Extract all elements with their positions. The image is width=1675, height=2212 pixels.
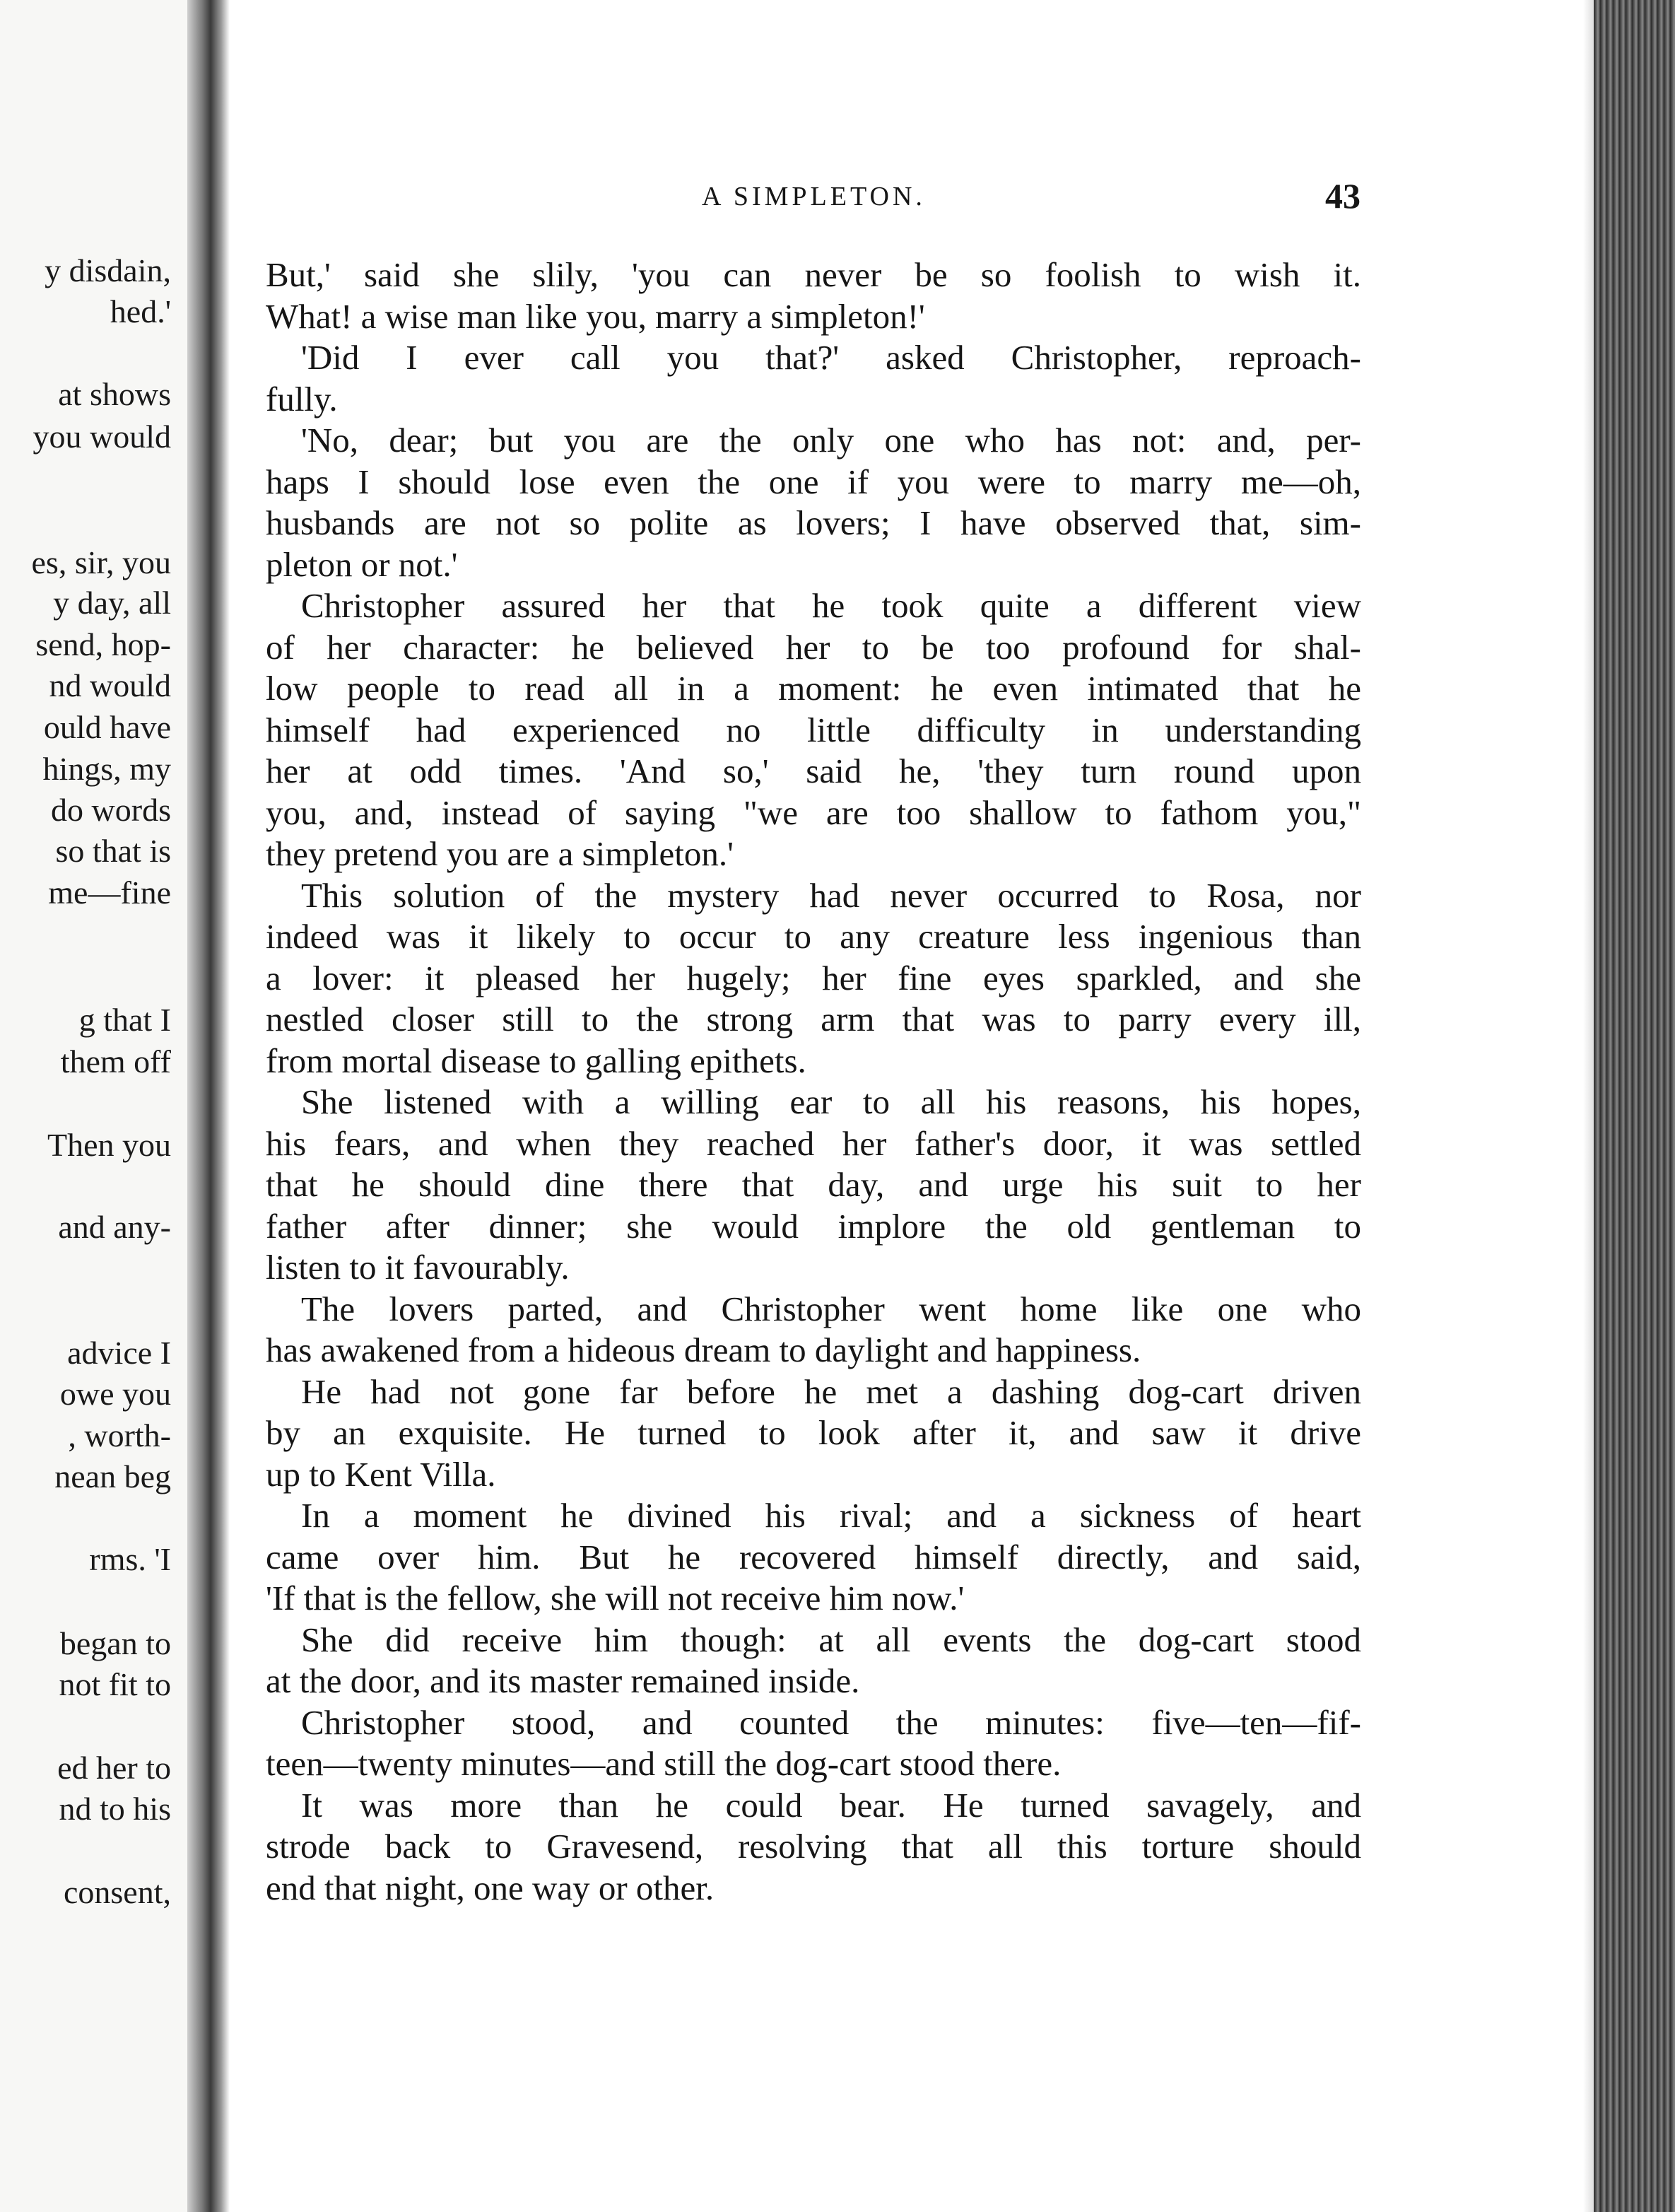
text-line: at the door, and its master remained inside. xyxy=(266,1661,860,1700)
text-line: The lovers parted, and Christopher went home like one who xyxy=(301,1289,1361,1328)
left-page-line: consent, xyxy=(63,1874,171,1910)
text-line: from mortal disease to galling epithets. xyxy=(266,1041,806,1080)
text-line: He had not gone far before he met a dashing dog-cart driven xyxy=(301,1371,1361,1411)
text-line: She listened with a willing ear to all his reasons, his hopes, xyxy=(301,1082,1361,1121)
left-page-line: not fit to xyxy=(59,1666,171,1702)
text-line: came over him. But he recovered himself directly, and said, xyxy=(266,1537,1361,1576)
left-page-line: began to xyxy=(59,1625,171,1661)
page-number: 43 xyxy=(1325,176,1360,216)
text-line: This solution of the mystery had never occurred to Rosa, nor xyxy=(301,875,1361,915)
text-line: 'Did I ever call you that?' asked Christopher, reproach- xyxy=(301,338,1361,377)
text-line: up to Kent Villa. xyxy=(266,1454,496,1494)
left-page-line: you would xyxy=(33,419,171,455)
left-page-line: them off xyxy=(60,1043,171,1079)
left-page-line: y disdain, xyxy=(45,252,171,288)
text-line: Christopher assured her that he took quite a different view xyxy=(301,586,1361,625)
body-text xyxy=(266,254,1361,1909)
left-page-line: nd would xyxy=(49,667,171,703)
left-page-line: me—fine xyxy=(48,874,171,911)
text-line: 'No, dear; but you are the only one who has not: and, per- xyxy=(301,421,1361,460)
left-page-line: ed her to xyxy=(57,1750,171,1786)
text-line: pleton or not.' xyxy=(266,544,458,584)
left-page-line: hed.' xyxy=(110,293,171,329)
left-page-line: do words xyxy=(51,792,171,828)
book-page-edges xyxy=(1594,0,1675,2212)
left-page-line: , worth- xyxy=(68,1417,171,1453)
left-page-line: hings, my xyxy=(42,751,171,787)
text-line: teen—twenty minutes—and still the dog-cart stood there. xyxy=(266,1744,1062,1783)
book-gutter-shadow xyxy=(187,0,230,2212)
left-page-line: at shows xyxy=(58,376,171,412)
text-line: that he should dine there that day, and urge his suit to her xyxy=(266,1165,1361,1204)
left-page-line: owe you xyxy=(59,1376,171,1412)
left-page-line: Then you xyxy=(47,1127,171,1163)
text-line: indeed was it likely to occur to any creature less ingenious than xyxy=(266,917,1361,956)
text-line: haps I should lose even the one if you were to marry me—oh, xyxy=(266,462,1361,501)
text-line: father after dinner; she would implore the old gentleman to xyxy=(266,1206,1361,1246)
text-line: Christopher stood, and counted the minutes: five—ten—fif- xyxy=(301,1702,1361,1742)
text-line: her at odd times. 'And so,' said he, 'they turn round upon xyxy=(266,751,1361,790)
text-line: has awakened from a hideous dream to daylight and happiness. xyxy=(266,1330,1141,1369)
text-line: strode back to Gravesend, resolving that all this torture should xyxy=(266,1827,1361,1866)
text-line: But,' said she slily, 'you can never be so foolish to wish it. xyxy=(266,255,1361,294)
text-line: 'If that is the fellow, she will not receive him now.' xyxy=(266,1579,965,1617)
text-line: It was more than he could bear. He turned savagely, and xyxy=(301,1785,1361,1825)
text-line: they pretend you are a simpleton.' xyxy=(266,834,734,873)
left-page-line: advice I xyxy=(67,1335,171,1371)
left-page-line: rms. 'I xyxy=(89,1541,171,1577)
left-page-line: nean beg xyxy=(54,1458,171,1494)
text-line: a lover: it pleased her hugely; her fine eyes sparkled, and she xyxy=(266,958,1361,997)
text-line: end that night, one way or other. xyxy=(266,1868,715,1907)
left-page-line: nd to his xyxy=(59,1791,171,1827)
text-line: husbands are not so polite as lovers; I have observed that, sim- xyxy=(266,503,1361,542)
text-line: his fears, and when they reached her father's door, it was settled xyxy=(266,1123,1361,1163)
left-page-line: send, hop- xyxy=(35,626,171,662)
text-line: In a moment he divined his rival; and a sickness of heart xyxy=(301,1496,1361,1535)
left-page-line: ould have xyxy=(43,709,171,745)
left-page-line: and any- xyxy=(58,1209,171,1245)
text-line: of her character: he believed her to be too profound for shal- xyxy=(266,627,1361,667)
left-page-line: es, sir, you xyxy=(31,544,171,580)
text-line: you, and, instead of saying "we are too shallow to fathom you," xyxy=(266,792,1361,832)
left-page-line: y day, all xyxy=(53,585,171,621)
text-line: himself had experienced no little difficulty in understanding xyxy=(266,710,1361,749)
left-page-line: so that is xyxy=(55,833,171,869)
text-line: listen to it favourably. xyxy=(266,1248,570,1287)
text-line: low people to read all in a moment: he even intimated that he xyxy=(266,669,1361,708)
running-head: A SIMPLETON. xyxy=(702,182,926,211)
text-line: fully. xyxy=(266,379,338,419)
left-page-line: g that I xyxy=(78,1002,171,1038)
text-line: What! a wise man like you, marry a simpleton!' xyxy=(266,296,925,336)
text-line: by an exquisite. He turned to look after it, and saw it drive xyxy=(266,1413,1361,1452)
text-line: nestled closer still to the strong arm that was to parry every ill, xyxy=(266,1000,1361,1038)
left-page-fragment xyxy=(0,0,205,2212)
text-line: She did receive him though: at all events the dog-cart stood xyxy=(301,1620,1361,1659)
